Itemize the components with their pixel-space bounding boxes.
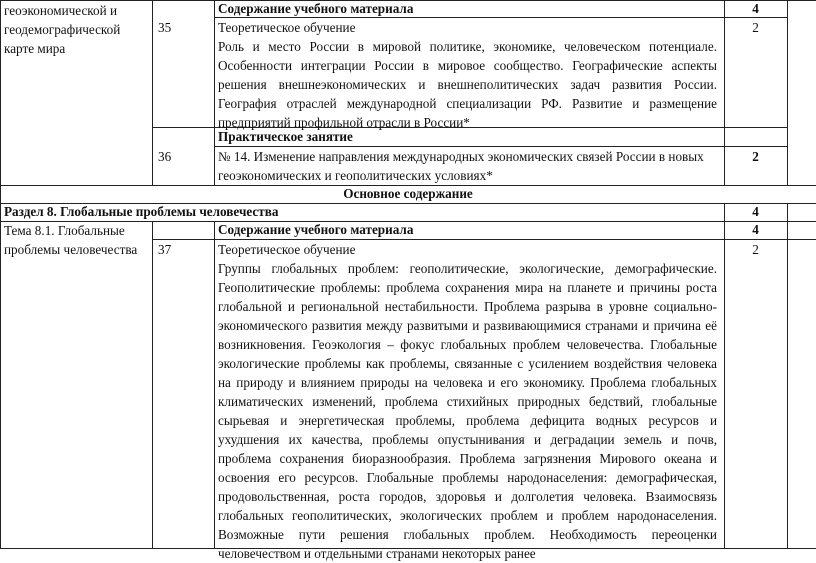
content-header: Содержание учебного материала bbox=[218, 1, 414, 16]
column-border bbox=[724, 221, 725, 549]
lesson-number: 37 bbox=[158, 242, 172, 257]
column-border bbox=[787, 0, 788, 186]
column-border bbox=[214, 0, 215, 186]
lesson-description: Роль и место России в мировой политике, экономике, человеческом потенциале. Особенности интеграции России в мировое сообщество. Географические аспекты решения внешнеэкономических и внешнеполитических задач развития России. География отраслей международной специализации РФ. Развитие и размещение предприятий профильной отрасли в России* bbox=[218, 39, 717, 130]
lesson-number: 36 bbox=[158, 149, 172, 164]
main-content-heading: Основное содержание bbox=[343, 186, 473, 201]
lesson-type: Теоретическое обучение bbox=[218, 20, 356, 35]
content-header: Содержание учебного материала bbox=[218, 222, 414, 237]
hours-value: 4 bbox=[752, 1, 759, 16]
column-border bbox=[787, 221, 788, 549]
column-border bbox=[214, 221, 215, 549]
hours-value: 2 bbox=[752, 20, 759, 35]
lesson-type: Теоретическое обучение bbox=[218, 242, 356, 257]
topic-cell: геоэкономической и геодемографической карте мира bbox=[4, 3, 121, 56]
column-border bbox=[152, 221, 153, 549]
column-border bbox=[787, 203, 788, 222]
practice-header: Практическое занятие bbox=[218, 129, 353, 144]
column-border bbox=[152, 0, 153, 186]
hours-value: 4 bbox=[752, 222, 759, 237]
lesson-number: 35 bbox=[158, 20, 172, 35]
hours-value: 4 bbox=[752, 204, 759, 219]
lesson-description: Группы глобальных проблем: геополитические, экологические, демографические. Геополитические проблемы: проблема сохранения мира на планете и причины роста глобальной и региональной нестабильности. Проблема разрыва в уровне социально-экономического развития между развитыми и развивающимися странами и причина её возникновения. Геоэкология – фокус глобальных проблем человечества. Глобальные экологические проблемы как проблемы, связанные с усилением воздействия человека на природу и влиянием природы на человека и его экономику. Проблема глобальных климатических изменений, проблема стихийных природных бедствий, глобальные сырьевая и энергетическая проблемы, проблема дефицита водных ресурсов и ухудшения их качества, проблемы опустынивания и деградации земель и почв, проблема сохранения биоразнообразия. Проблема загрязнения Мирового океана и освоения его ресурсов. Глобальные проблемы народонаселения: демографическая, продовольственная, роста городов, здоровья и долголетия человека. Взаимосвязь глобальных геополитических, экологических проблем и проблем народонаселения. Возможные пути решения глобальных проблем. Необходимость переоценки человечеством и отдельными странами некоторых ранее bbox=[218, 261, 717, 561]
column-border bbox=[0, 0, 1, 549]
hours-value: 2 bbox=[752, 149, 759, 164]
topic-cell: Тема 8.1. Глобальные проблемы человечества bbox=[4, 223, 138, 257]
hours-value: 2 bbox=[752, 242, 759, 257]
lesson-description: № 14. Изменение направления международных экономических связей России в новых геоэкономических и геополитических условиях* bbox=[218, 149, 704, 183]
section-title: Раздел 8. Глобальные проблемы человечества bbox=[4, 204, 279, 219]
